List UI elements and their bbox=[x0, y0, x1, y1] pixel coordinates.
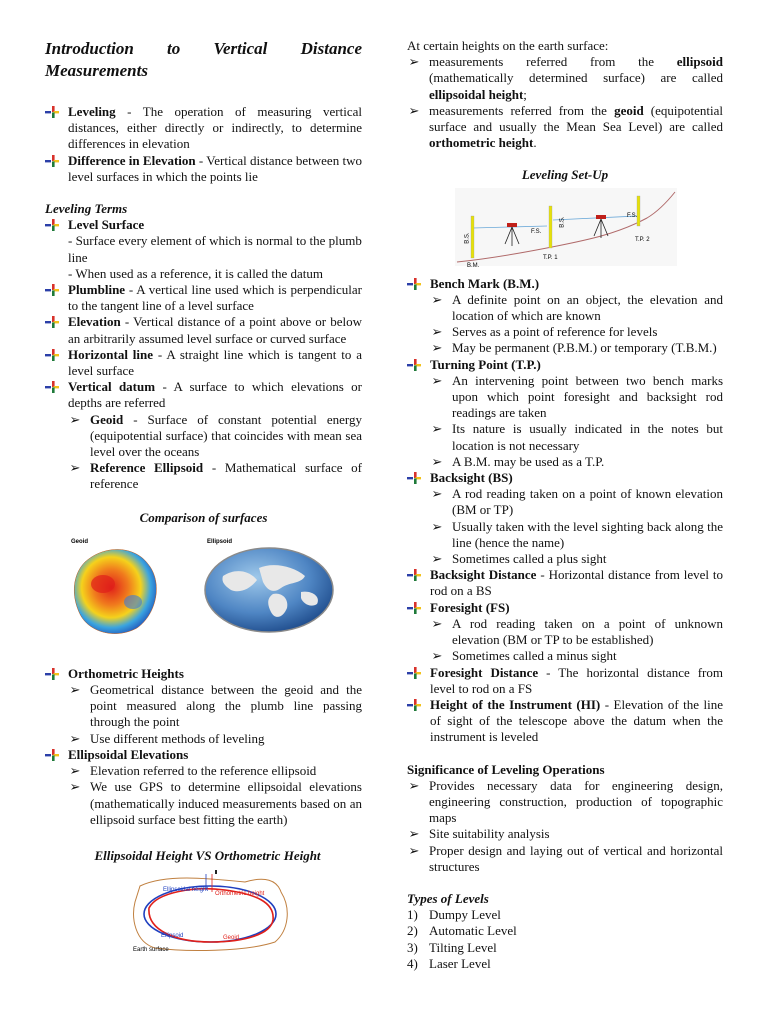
list-item bbox=[407, 357, 723, 470]
bullet-icon bbox=[45, 106, 59, 118]
term: Geoid bbox=[90, 411, 124, 427]
arrow-icon: ➢ bbox=[408, 54, 420, 70]
term: Level Surface bbox=[68, 217, 145, 233]
figure-caption: Ellipsoidal Height VS Orthometric Height bbox=[94, 847, 321, 863]
page-title: Introduction to Vertical Distance Measurements bbox=[45, 39, 362, 80]
bullet-icon bbox=[45, 749, 59, 761]
list-item bbox=[45, 314, 362, 346]
item-text: (equipotential surface and usually the Mean Sea Level) are called bbox=[429, 102, 723, 135]
arrow-icon: ➢ bbox=[408, 102, 420, 118]
list-item bbox=[45, 282, 362, 314]
item-text: May be permanent (P.B.M.) or temporary (T.B.M.) bbox=[452, 340, 717, 356]
list-item bbox=[430, 519, 723, 551]
arrow-icon: ➢ bbox=[408, 826, 420, 842]
list-item bbox=[45, 379, 362, 492]
ortho-list bbox=[45, 666, 362, 828]
arrow-icon: ➢ bbox=[431, 518, 443, 534]
item-text: Dumpy Level bbox=[429, 907, 501, 923]
list-item bbox=[45, 153, 362, 185]
arrow-icon: ➢ bbox=[431, 372, 443, 388]
item-number: 1) bbox=[407, 907, 418, 923]
bs-label: B.S. bbox=[559, 216, 566, 228]
arrow-icon: ➢ bbox=[69, 460, 81, 476]
arrow-icon: ➢ bbox=[431, 340, 443, 356]
item-text: Laser Level bbox=[429, 955, 491, 971]
arrow-icon: ➢ bbox=[69, 411, 81, 427]
definition: - A vertical line used which is perpendicular to the tangent line of a level surface bbox=[68, 282, 362, 314]
datum-sublist bbox=[68, 412, 362, 493]
tp-sublist bbox=[430, 373, 723, 470]
list-item bbox=[45, 104, 362, 153]
bullet-icon bbox=[45, 349, 59, 361]
height-comparison-figure bbox=[45, 868, 362, 954]
tp1-label: T.P. 1 bbox=[543, 254, 558, 261]
heights-intro: At certain heights on the earth surface: bbox=[407, 38, 609, 53]
item-text: measurements referred from the bbox=[429, 54, 677, 70]
item-text: (mathematically determined surface) are called bbox=[429, 70, 723, 86]
item-text: Its nature is usually indicated in the notes but location is not necessary bbox=[452, 421, 723, 453]
arrow-icon: ➢ bbox=[431, 615, 443, 631]
tp2-label: T.P. 2 bbox=[635, 236, 650, 243]
item-text: Sometimes called a minus sight bbox=[452, 648, 617, 664]
list-item bbox=[430, 340, 723, 356]
definition: - Vertical distance between two level surfaces in which the points lie bbox=[68, 152, 362, 184]
item-text: . bbox=[533, 135, 537, 151]
item-text: Geometrical distance between the geoid and the point measured along the plumb line passing through the point bbox=[90, 682, 362, 730]
item-text: A definite point on an object, the elevation and location of which are known bbox=[452, 291, 723, 324]
ellipsoid-curve-label: Ellipsoid bbox=[161, 933, 184, 940]
section-heading: Leveling Terms bbox=[45, 201, 128, 217]
ellipsoid-icon bbox=[205, 548, 333, 632]
list-item bbox=[68, 682, 362, 731]
item-text: Usually taken with the level sighting back along the line (hence the name) bbox=[452, 518, 723, 550]
term: Orthometric Heights bbox=[68, 665, 184, 681]
definition: - The horizontal distance from level to rod on a FS bbox=[430, 664, 724, 696]
terms-list bbox=[45, 217, 362, 492]
definition: - Surface of constant potential energy (equipotential surface) that coincides with mean sea level over the oceans bbox=[90, 411, 362, 460]
list-item bbox=[407, 600, 723, 665]
arrow-icon: ➢ bbox=[408, 842, 420, 858]
list-item bbox=[68, 731, 362, 747]
arrow-icon: ➢ bbox=[431, 453, 443, 469]
list-item bbox=[407, 276, 723, 357]
item-text: measurements referred from the bbox=[429, 102, 615, 118]
list-item bbox=[407, 54, 723, 103]
list-item bbox=[407, 470, 723, 567]
item-text: We use GPS to determine ellipsoidal elevations (mathematically induced measurements based on an ellipsoid surface best fitting the earth) bbox=[90, 779, 362, 827]
arrow-icon: ➢ bbox=[69, 682, 81, 698]
term: Backsight Distance bbox=[430, 567, 537, 583]
term: Difference in Elevation bbox=[68, 152, 196, 168]
list-item bbox=[430, 648, 723, 664]
leveling-setup-figure bbox=[407, 188, 723, 268]
term: Turning Point (T.P.) bbox=[430, 356, 541, 372]
arrow-icon: ➢ bbox=[431, 648, 443, 664]
geoid-label: Geoid bbox=[71, 538, 89, 545]
bm-sublist bbox=[430, 292, 723, 357]
list-item bbox=[407, 923, 723, 939]
definition: - Vertical distance of a point above or below an arbitrarily assumed level surface or curved surface bbox=[68, 314, 362, 346]
definition: - Surface every element of which is normal to the plumb line bbox=[68, 233, 362, 265]
bullet-icon bbox=[45, 668, 59, 680]
list-item bbox=[68, 779, 362, 828]
arrow-icon: ➢ bbox=[431, 324, 443, 340]
list-item bbox=[68, 763, 362, 779]
arrow-icon: ➢ bbox=[69, 730, 81, 746]
bullet-icon bbox=[45, 381, 59, 393]
definition: - When used as a reference, it is called the datum bbox=[68, 265, 323, 281]
left-column bbox=[45, 38, 362, 954]
arrow-icon: ➢ bbox=[431, 486, 443, 502]
list-item bbox=[45, 666, 362, 747]
list-item bbox=[407, 103, 723, 152]
term: geoid bbox=[614, 102, 644, 118]
item-text: Use different methods of leveling bbox=[90, 730, 265, 746]
geoid-icon bbox=[74, 549, 156, 633]
height-comparison-illustration bbox=[45, 868, 365, 954]
arrow-icon: ➢ bbox=[69, 779, 81, 795]
definition: - A surface to which elevations or depths are referred bbox=[68, 379, 362, 411]
term: Bench Mark (B.M.) bbox=[430, 275, 540, 291]
bullet-icon bbox=[45, 284, 59, 296]
item-number: 2) bbox=[407, 923, 418, 939]
arrow-icon: ➢ bbox=[431, 291, 443, 307]
heights-list bbox=[407, 54, 723, 151]
ellipsoidal-height-label: Ellipsoidal height bbox=[163, 887, 209, 894]
setup-terms-list bbox=[407, 276, 723, 746]
bs-sublist bbox=[430, 486, 723, 567]
fs-sublist bbox=[430, 616, 723, 665]
term: orthometric height bbox=[429, 135, 534, 151]
orthometric-height-label: Orthometric height bbox=[215, 891, 265, 898]
arrow-icon: ➢ bbox=[69, 763, 81, 779]
bullet-icon bbox=[45, 316, 59, 328]
item-text: Proper design and laying out of vertical and horizontal structures bbox=[429, 842, 723, 874]
arrow-icon: ➢ bbox=[431, 551, 443, 567]
list-item bbox=[45, 217, 362, 282]
list-item bbox=[430, 292, 723, 324]
bullet-icon bbox=[45, 155, 59, 167]
figure-caption: Leveling Set-Up bbox=[521, 167, 609, 183]
list-item bbox=[407, 940, 723, 956]
comparison-illustration bbox=[45, 532, 365, 642]
fs-label: F.S. bbox=[627, 212, 638, 219]
item-text: Provides necessary data for engineering design, engineering construction, production of topographic maps bbox=[429, 777, 723, 826]
list-item bbox=[407, 843, 723, 875]
list-item bbox=[430, 373, 723, 422]
ortho-sublist bbox=[68, 682, 362, 747]
list-item bbox=[430, 616, 723, 648]
definition: - Elevation of the line of sight of the telescope above the datum when the instrument is leveled bbox=[430, 696, 723, 745]
list-item bbox=[407, 778, 723, 827]
bullet-icon bbox=[407, 602, 421, 614]
list-item bbox=[430, 421, 723, 453]
term: Reference Ellipsoid bbox=[90, 460, 204, 476]
item-text: ; bbox=[523, 86, 527, 102]
term: Plumbline bbox=[68, 282, 126, 298]
bullet-icon bbox=[45, 219, 59, 231]
fs-label: F.S. bbox=[531, 228, 542, 235]
bullet-icon bbox=[407, 699, 421, 711]
item-text: A rod reading taken on a point of known elevation (BM or TP) bbox=[452, 486, 723, 518]
list-item bbox=[68, 460, 362, 492]
bs-label: B.S. bbox=[464, 232, 471, 244]
earth-surface-label: Earth surface bbox=[133, 947, 169, 954]
comparison-figure bbox=[45, 532, 362, 642]
bullet-icon bbox=[407, 359, 421, 371]
list-item bbox=[430, 324, 723, 340]
ellip-sublist bbox=[68, 763, 362, 828]
item-text: Sometimes called a plus sight bbox=[452, 551, 607, 567]
bullet-icon bbox=[407, 569, 421, 581]
list-item bbox=[68, 412, 362, 461]
item-text: A B.M. may be used as a T.P. bbox=[452, 453, 605, 469]
term: Horizontal line bbox=[68, 346, 154, 362]
list-item bbox=[430, 454, 723, 470]
list-item bbox=[407, 567, 723, 599]
term: Ellipsoidal Elevations bbox=[68, 746, 189, 762]
term: Foresight Distance bbox=[430, 664, 539, 680]
item-number: 3) bbox=[407, 939, 418, 955]
definition: - The operation of measuring vertical distances, either directly or indirectly, to determine differences in elevation bbox=[68, 104, 362, 152]
right-column bbox=[407, 38, 723, 972]
term: Elevation bbox=[68, 314, 121, 330]
figure-caption: Comparison of surfaces bbox=[139, 509, 268, 525]
item-text: Elevation referred to the reference ellipsoid bbox=[90, 763, 317, 779]
list-item bbox=[407, 665, 723, 697]
list-item bbox=[45, 747, 362, 828]
intro-list bbox=[45, 104, 362, 185]
bm-label: B.M. bbox=[467, 262, 480, 269]
bullet-icon bbox=[407, 278, 421, 290]
definition: - A straight line which is tangent to a level surface bbox=[68, 346, 362, 379]
significance-list bbox=[407, 778, 723, 875]
list-item bbox=[430, 486, 723, 518]
definition: - Mathematical surface of reference bbox=[90, 460, 362, 492]
geoid-curve-label: Geoid bbox=[223, 935, 240, 942]
arrow-icon: ➢ bbox=[408, 777, 420, 793]
item-text: A rod reading taken on a point of unknown elevation (BM or TP to be established) bbox=[452, 615, 723, 648]
term: Leveling bbox=[68, 104, 116, 119]
arrow-icon: ➢ bbox=[431, 421, 443, 437]
item-text: Serves as a point of reference for levels bbox=[452, 324, 658, 340]
list-item bbox=[407, 826, 723, 842]
definition: - Horizontal distance from level to rod on a BS bbox=[430, 567, 723, 599]
item-number: 4) bbox=[407, 955, 418, 971]
ellipsoid-label: Ellipsoid bbox=[207, 538, 233, 545]
list-item bbox=[407, 907, 723, 923]
list-item bbox=[45, 347, 362, 379]
term: Backsight (BS) bbox=[430, 470, 513, 486]
list-item bbox=[430, 551, 723, 567]
list-item bbox=[407, 697, 723, 746]
term: ellipsoidal height bbox=[429, 86, 524, 102]
section-heading: Types of Levels bbox=[407, 890, 489, 906]
list-item bbox=[407, 956, 723, 972]
term: ellipsoid bbox=[676, 54, 723, 70]
item-text: Automatic Level bbox=[429, 923, 517, 939]
term: Foresight (FS) bbox=[430, 599, 510, 615]
bullet-icon bbox=[407, 472, 421, 484]
bullet-icon bbox=[407, 667, 421, 679]
types-list bbox=[407, 907, 723, 972]
item-text: Tilting Level bbox=[429, 939, 497, 955]
term: Vertical datum bbox=[68, 379, 156, 395]
section-heading: Significance of Leveling Operations bbox=[407, 761, 605, 777]
item-text: An intervening point between two bench marks upon which point foresight and backsight rod readings are taken bbox=[452, 372, 723, 421]
item-text: Site suitability analysis bbox=[429, 826, 550, 842]
term: Height of the Instrument (HI) bbox=[430, 696, 601, 712]
